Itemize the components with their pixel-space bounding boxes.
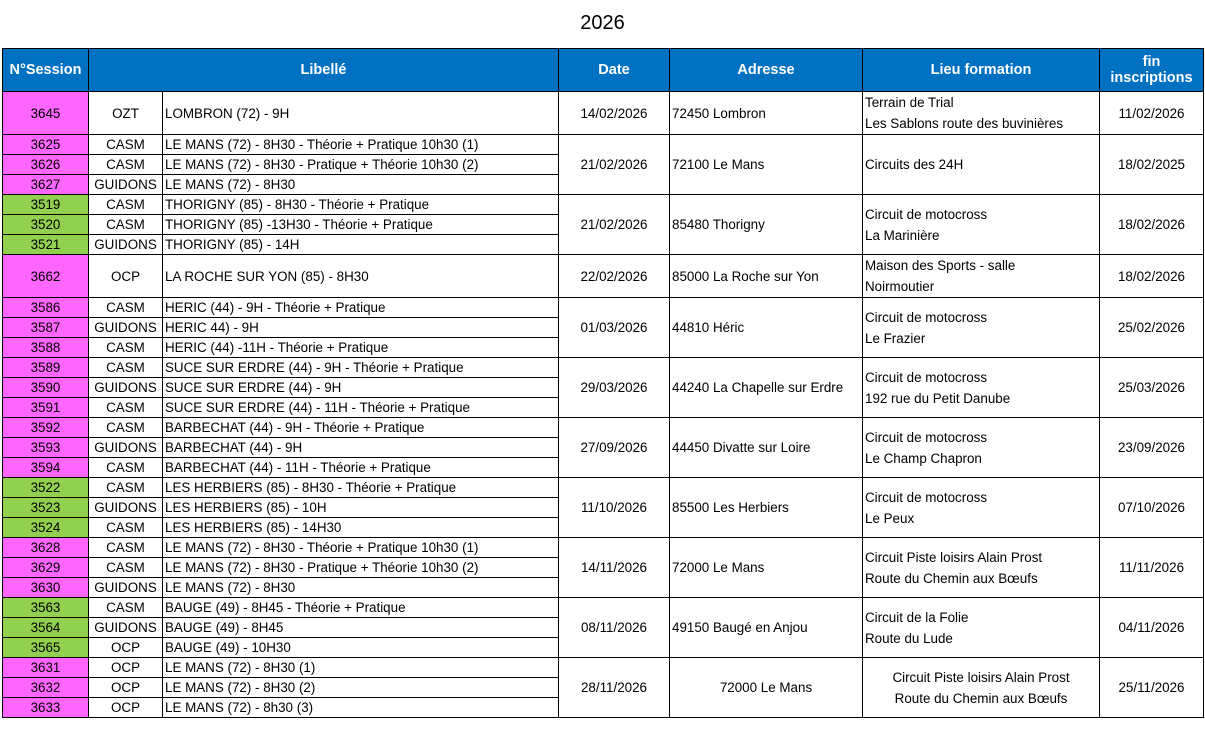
session-number: 3523 — [3, 498, 89, 518]
session-venue — [863, 598, 1100, 658]
header-fin-label: fin inscriptions — [1110, 54, 1193, 86]
header-lieu: Lieu formation — [863, 49, 1100, 92]
header-libelle: Libellé — [89, 49, 559, 92]
session-label: SUCE SUR ERDRE (44) - 11H - Théorie + Pratique — [163, 398, 559, 418]
session-address: 72000 Le Mans — [670, 538, 863, 598]
session-type: CASM — [89, 538, 163, 558]
venue-line-1: Circuit de motocross — [865, 429, 988, 445]
venue-line-1: Circuit Piste loisirs Alain Prost — [892, 669, 1070, 685]
sessions-table — [2, 48, 1204, 718]
registration-deadline: 18/02/2026 — [1100, 195, 1204, 255]
session-type: GUIDONS — [89, 438, 163, 458]
session-label: BARBECHAT (44) - 11H - Théorie + Pratique — [163, 458, 559, 478]
session-label: LE MANS (72) - 8H30 - Théorie + Pratique 10h30 (1) — [163, 135, 559, 155]
registration-deadline: 18/02/2026 — [1100, 255, 1204, 298]
session-number: 3594 — [3, 458, 89, 478]
table-body — [3, 92, 1204, 718]
session-address: 85000 La Roche sur Yon — [670, 255, 863, 298]
session-type: OCP — [89, 255, 163, 298]
session-date: 14/11/2026 — [559, 538, 670, 598]
venue-line-1: Circuits des 24H — [865, 157, 964, 172]
session-type: CASM — [89, 195, 163, 215]
registration-deadline: 25/02/2026 — [1100, 298, 1204, 358]
session-label: LES HERBIERS (85) - 14H30 — [163, 518, 559, 538]
session-venue — [863, 418, 1100, 478]
session-label: LE MANS (72) - 8H30 - Théorie + Pratique 10h30 (1) — [163, 538, 559, 558]
session-date: 08/11/2026 — [559, 598, 670, 658]
registration-deadline: 07/10/2026 — [1100, 478, 1204, 538]
session-type: OCP — [89, 638, 163, 658]
session-label: THORIGNY (85) - 8H30 - Théorie + Pratique — [163, 195, 559, 215]
session-address: 72000 Le Mans — [670, 658, 863, 718]
venue-line-1: Maison des Sports - salle — [865, 258, 1016, 273]
session-number: 3564 — [3, 618, 89, 638]
session-type: GUIDONS — [89, 318, 163, 338]
table-row — [3, 92, 1204, 135]
page-title: 2026 — [580, 12, 625, 34]
session-number: 3592 — [3, 418, 89, 438]
registration-deadline: 25/11/2026 — [1100, 658, 1204, 718]
table-row — [3, 298, 1204, 318]
session-label: THORIGNY (85) - 14H — [163, 235, 559, 255]
session-type: CASM — [89, 558, 163, 578]
venue-line-1: Circuit de motocross — [865, 206, 988, 222]
session-number: 3628 — [3, 538, 89, 558]
venue-line-1: Circuit de la Folie — [865, 609, 969, 625]
table-row — [3, 135, 1204, 155]
session-label: HERIC 44) - 9H — [163, 318, 559, 338]
registration-deadline: 11/02/2026 — [1100, 92, 1204, 135]
session-date: 27/09/2026 — [559, 418, 670, 478]
session-date: 01/03/2026 — [559, 298, 670, 358]
session-label: LE MANS (72) - 8H30 (1) — [163, 658, 559, 678]
table-row — [3, 658, 1204, 678]
session-venue — [863, 358, 1100, 418]
header-date: Date — [559, 49, 670, 92]
session-label: HERIC (44) -11H - Théorie + Pratique — [163, 338, 559, 358]
session-type: GUIDONS — [89, 378, 163, 398]
session-label: BAUGE (49) - 8H45 - Théorie + Pratique — [163, 598, 559, 618]
header-fin — [1100, 49, 1204, 92]
venue-line-2: Les Sablons route des buvinières — [865, 116, 1064, 131]
table-row — [3, 478, 1204, 498]
session-number: 3563 — [3, 598, 89, 618]
session-type: CASM — [89, 298, 163, 318]
session-venue — [863, 255, 1100, 298]
session-label: BAUGE (49) - 10H30 — [163, 638, 559, 658]
session-number: 3586 — [3, 298, 89, 318]
session-type: CASM — [89, 215, 163, 235]
session-number: 3627 — [3, 175, 89, 195]
session-address: 72450 Lombron — [670, 92, 863, 135]
venue-line-2: Le Champ Chapron — [865, 450, 982, 466]
session-label: LE MANS (72) - 8H30 — [163, 578, 559, 598]
session-label: LES HERBIERS (85) - 10H — [163, 498, 559, 518]
session-date: 22/02/2026 — [559, 255, 670, 298]
registration-deadline: 11/11/2026 — [1100, 538, 1204, 598]
table-row — [3, 538, 1204, 558]
session-type: OCP — [89, 698, 163, 718]
session-type: GUIDONS — [89, 498, 163, 518]
session-label: SUCE SUR ERDRE (44) - 9H - Théorie + Pratique — [163, 358, 559, 378]
session-number: 3521 — [3, 235, 89, 255]
session-number: 3519 — [3, 195, 89, 215]
session-venue — [863, 658, 1100, 718]
session-type: OCP — [89, 658, 163, 678]
venue-line-1: Circuit de motocross — [865, 309, 988, 325]
table-row — [3, 418, 1204, 438]
session-type: GUIDONS — [89, 175, 163, 195]
session-number: 3662 — [3, 255, 89, 298]
session-date: 11/10/2026 — [559, 478, 670, 538]
session-address: 49150 Baugé en Anjou — [670, 598, 863, 658]
session-label: LE MANS (72) - 8H30 - Pratique + Théorie 10h30 (2) — [163, 558, 559, 578]
session-date: 14/02/2026 — [559, 92, 670, 135]
venue-line-2: Le Frazier — [865, 330, 926, 346]
session-number: 3593 — [3, 438, 89, 458]
session-type: CASM — [89, 338, 163, 358]
venue-line-2: La Marinière — [865, 227, 940, 243]
session-type: CASM — [89, 478, 163, 498]
session-type: OZT — [89, 92, 163, 135]
registration-deadline: 04/11/2026 — [1100, 598, 1204, 658]
session-type: CASM — [89, 458, 163, 478]
session-type: CASM — [89, 135, 163, 155]
session-label: LA ROCHE SUR YON (85) - 8H30 — [163, 255, 559, 298]
session-date: 29/03/2026 — [559, 358, 670, 418]
registration-deadline: 18/02/2025 — [1100, 135, 1204, 195]
venue-line-1: Circuit Piste loisirs Alain Prost — [865, 549, 1043, 565]
session-label: BARBECHAT (44) - 9H - Théorie + Pratique — [163, 418, 559, 438]
session-number: 3524 — [3, 518, 89, 538]
session-date: 21/02/2026 — [559, 135, 670, 195]
session-venue — [863, 538, 1100, 598]
venue-line-1: Circuit de motocross — [865, 369, 988, 385]
table-row — [3, 195, 1204, 215]
session-number: 3645 — [3, 92, 89, 135]
session-type: CASM — [89, 418, 163, 438]
session-number: 3629 — [3, 558, 89, 578]
venue-line-1: Circuit de motocross — [865, 489, 988, 505]
header-row — [3, 49, 1204, 92]
session-label: BAUGE (49) - 8H45 — [163, 618, 559, 638]
session-label: LE MANS (72) - 8h30 (3) — [163, 698, 559, 718]
session-number: 3590 — [3, 378, 89, 398]
session-type: CASM — [89, 358, 163, 378]
venue-line-2: Route du Chemin aux Bœufs — [865, 570, 1038, 586]
session-type: CASM — [89, 155, 163, 175]
session-address: 85500 Les Herbiers — [670, 478, 863, 538]
table-row — [3, 255, 1204, 298]
session-label: THORIGNY (85) -13H30 - Théorie + Pratique — [163, 215, 559, 235]
session-number: 3588 — [3, 338, 89, 358]
session-number: 3591 — [3, 398, 89, 418]
session-type: GUIDONS — [89, 578, 163, 598]
registration-deadline: 25/03/2026 — [1100, 358, 1204, 418]
session-label: LE MANS (72) - 8H30 — [163, 175, 559, 195]
session-label: LES HERBIERS (85) - 8H30 - Théorie + Pratique — [163, 478, 559, 498]
session-venue — [863, 298, 1100, 358]
header-session: N°Session — [3, 49, 89, 92]
session-type: CASM — [89, 398, 163, 418]
session-number: 3522 — [3, 478, 89, 498]
table-row — [3, 358, 1204, 378]
session-label: HERIC (44) - 9H - Théorie + Pratique — [163, 298, 559, 318]
session-label: LE MANS (72) - 8H30 - Pratique + Théorie 10h30 (2) — [163, 155, 559, 175]
session-address: 44810 Héric — [670, 298, 863, 358]
session-address: 44240 La Chapelle sur Erdre — [670, 358, 863, 418]
venue-line-2: 192 rue du Petit Danube — [865, 390, 1011, 406]
session-number: 3589 — [3, 358, 89, 378]
session-number: 3565 — [3, 638, 89, 658]
session-address: 44450 Divatte sur Loire — [670, 418, 863, 478]
session-venue — [863, 92, 1100, 135]
session-number: 3587 — [3, 318, 89, 338]
session-date: 21/02/2026 — [559, 195, 670, 255]
session-address: 85480 Thorigny — [670, 195, 863, 255]
session-label: SUCE SUR ERDRE (44) - 9H — [163, 378, 559, 398]
session-number: 3631 — [3, 658, 89, 678]
session-type: OCP — [89, 678, 163, 698]
session-type: CASM — [89, 518, 163, 538]
venue-line-2: Le Peux — [865, 510, 915, 526]
session-number: 3630 — [3, 578, 89, 598]
venue-line-1: Terrain de Trial — [865, 95, 954, 110]
session-venue — [863, 135, 1100, 195]
table-row — [3, 598, 1204, 618]
session-type: CASM — [89, 598, 163, 618]
session-label: BARBECHAT (44) - 9H — [163, 438, 559, 458]
session-number: 3633 — [3, 698, 89, 718]
venue-line-2: Noirmoutier — [865, 279, 935, 294]
venue-line-2: Route du Chemin aux Bœufs — [894, 690, 1068, 706]
header-adresse: Adresse — [670, 49, 863, 92]
session-label: LOMBRON (72) - 9H — [163, 92, 559, 135]
session-number: 3520 — [3, 215, 89, 235]
session-type: GUIDONS — [89, 235, 163, 255]
venue-line-2: Route du Lude — [865, 630, 953, 646]
session-date: 28/11/2026 — [559, 658, 670, 718]
session-address: 72100 Le Mans — [670, 135, 863, 195]
session-label: LE MANS (72) - 8H30 (2) — [163, 678, 559, 698]
session-number: 3625 — [3, 135, 89, 155]
registration-deadline: 23/09/2026 — [1100, 418, 1204, 478]
session-number: 3632 — [3, 678, 89, 698]
session-number: 3626 — [3, 155, 89, 175]
session-venue — [863, 478, 1100, 538]
session-venue — [863, 195, 1100, 255]
session-type: GUIDONS — [89, 618, 163, 638]
